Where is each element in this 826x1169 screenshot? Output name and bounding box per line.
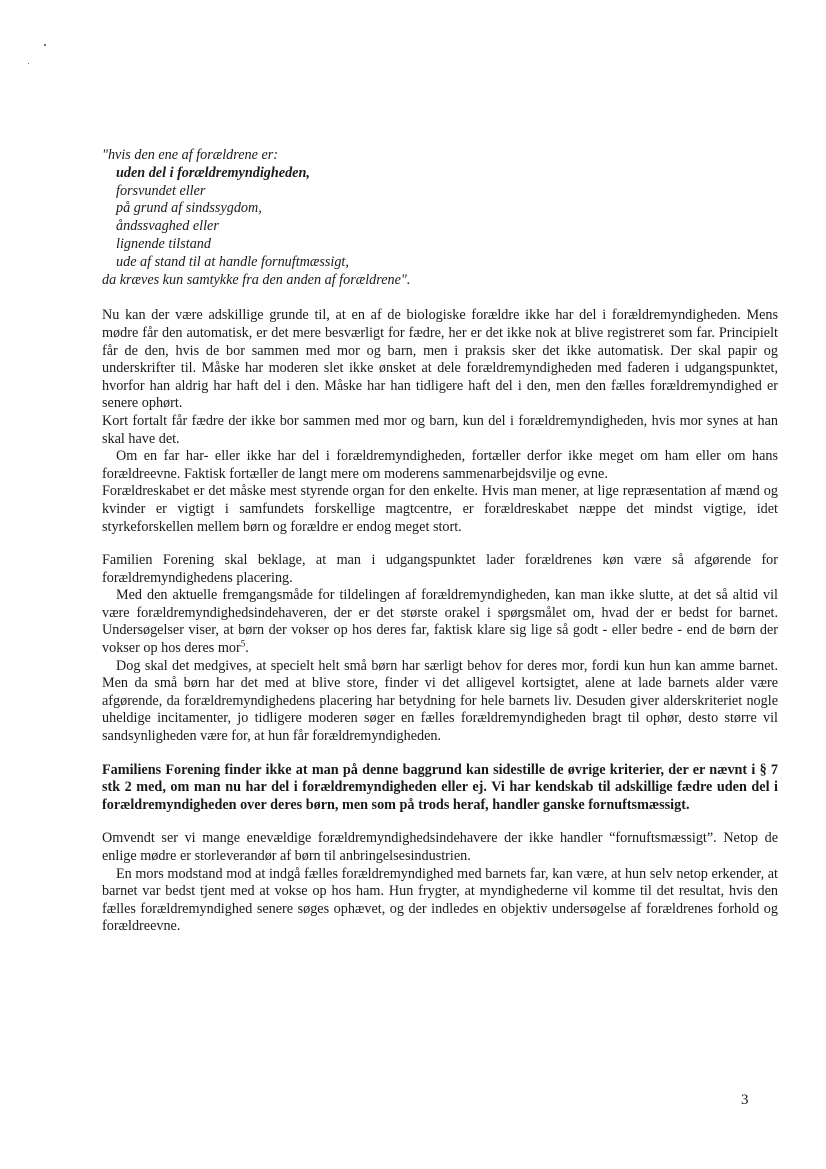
paragraph: Om en far har- eller ikke har del i forældremyndigheden, fortæller derfor ikke meget om ham eller om hans forældreevne. Faktisk fortæller de langt mere om moderens sammenarbejdsvilje og evne. — [102, 448, 778, 482]
quote-line: uden del i forældremyndigheden, — [116, 164, 310, 181]
quote-line: da kræves kun samtykke fra den anden af forældrene". — [102, 271, 411, 288]
scan-speck — [28, 63, 29, 64]
paragraph-text: Med den aktuelle fremgangsmåde for tildelingen af forældremyndigheden, kan man ikke slutte, at det så altid vil være forældremyndighedsindehaveren, der er det største orakel i spørgsmålet om, hvad der er bedst for barnet. Undersøgelser viser, at børn der vokser op hos deres far, faktisk klare sig lige så godt - eller bedre - end de børn der vokser op hos deres mor — [102, 587, 778, 657]
paragraph — [102, 587, 778, 657]
scan-speck — [44, 44, 46, 46]
quote-line: lignende tilstand — [116, 235, 211, 252]
paragraph: Forældreskabet er det måske mest styrende organ for den enkelte. Hvis man mener, at lige repræsentation af mænd og kvinder er vigtigt i samfundets forskellige magtcentre, er forældreskabet næppe det mindst vigtige, idet styrkeforskellen mellem børn og forældre er endog meget stort. — [102, 483, 778, 535]
bold-statement: Familiens Forening finder ikke at man på denne baggrund kan sidestille de øvrige kriterier, der er nævnt i § 7 stk 2 med, om man nu har del i forældremyndigheden eller ej. Vi har kendskab til adskillige fædre uden del i forældremyndigheden over deres børn, men som på trods heraf, handler ganske fornuftsmæssigt. — [102, 761, 778, 813]
quote-line: forsvundet eller — [116, 182, 206, 199]
paragraph: Nu kan der være adskillige grunde til, at en af de biologiske forældre ikke har del i forældremyndigheden. Mens mødre får den automatisk, er det mere besværligt for fædre, her er det ikke nok at blive registreret som far. Principielt får de den, hvis de bor sammen med mor og barn, men i praksis sker det ikke automatisk. Der skal papir og underskrifter til. Måske har moderen slet ikke ønsket at dele forældremyndigheden med faderen i udgangspunktet, hvorfor han aldrig har haft del i den. Måske har han tidligere haft del i den, men den fælles forældremyndighed er senere ophørt. — [102, 307, 778, 412]
paragraph: Familien Forening skal beklage, at man i udgangspunktet lader forældrenes køn være så afgørende for forældremyndighedens placering. — [102, 552, 778, 586]
footnote-ref[interactable]: 5 — [240, 638, 246, 649]
quote-line: ude af stand til at handle fornuftmæssigt, — [116, 253, 349, 270]
paragraph: Omvendt ser vi mange enevældige forældremyndighedsindehavere der ikke handler “fornuftsmæssigt”. Netop de enlige mødre er storleverandør af børn til anbringelsesindustrien. — [102, 830, 778, 864]
paragraph: Kort fortalt får fædre der ikke bor sammen med mor og barn, kun del i forældremyndigheden, hvis mor synes at han skal have det. — [102, 412, 778, 447]
paragraph: Dog skal det medgives, at specielt helt små børn har særligt behov for deres mor, fordi kun hun kan amme barnet. Men da små børn har det med at blive store, finder vi det alligevel kortsigtet, alene at lade barnets alder være afgørende, da forældremyndighedens placering har betydning for hele barnets liv. Desuden giver alderskriteriet nogle uheldige incitamenter, jo tidligere moderen søger en fælles forældremyndigheden bragt til ophør, desto større vil sandsynligheden være for, at hun får forældremyndigheden. — [102, 657, 778, 745]
quote-line: på grund af sindssygdom, — [116, 200, 262, 217]
page-number: 3 — [741, 1092, 749, 1108]
quoted-law-text — [102, 147, 778, 289]
paragraph-end: . — [245, 640, 249, 657]
quote-line: "hvis den ene af forældrene er: — [102, 147, 279, 163]
document-page — [102, 147, 778, 936]
quote-line: åndssvaghed eller — [116, 218, 219, 235]
paragraph: En mors modstand mod at indgå fælles forældremyndighed med barnets far, kan være, at hun selv netop erkender, at barnet var bedst tjent med at vokse op hos ham. Hun frygter, at myndighederne vil komme til det resultat, hvis den fælles forældremyndighed senere søges ophævet, og der indledes en objektiv undersøgelse af forældrenes forhold og forældreevne. — [102, 865, 778, 935]
